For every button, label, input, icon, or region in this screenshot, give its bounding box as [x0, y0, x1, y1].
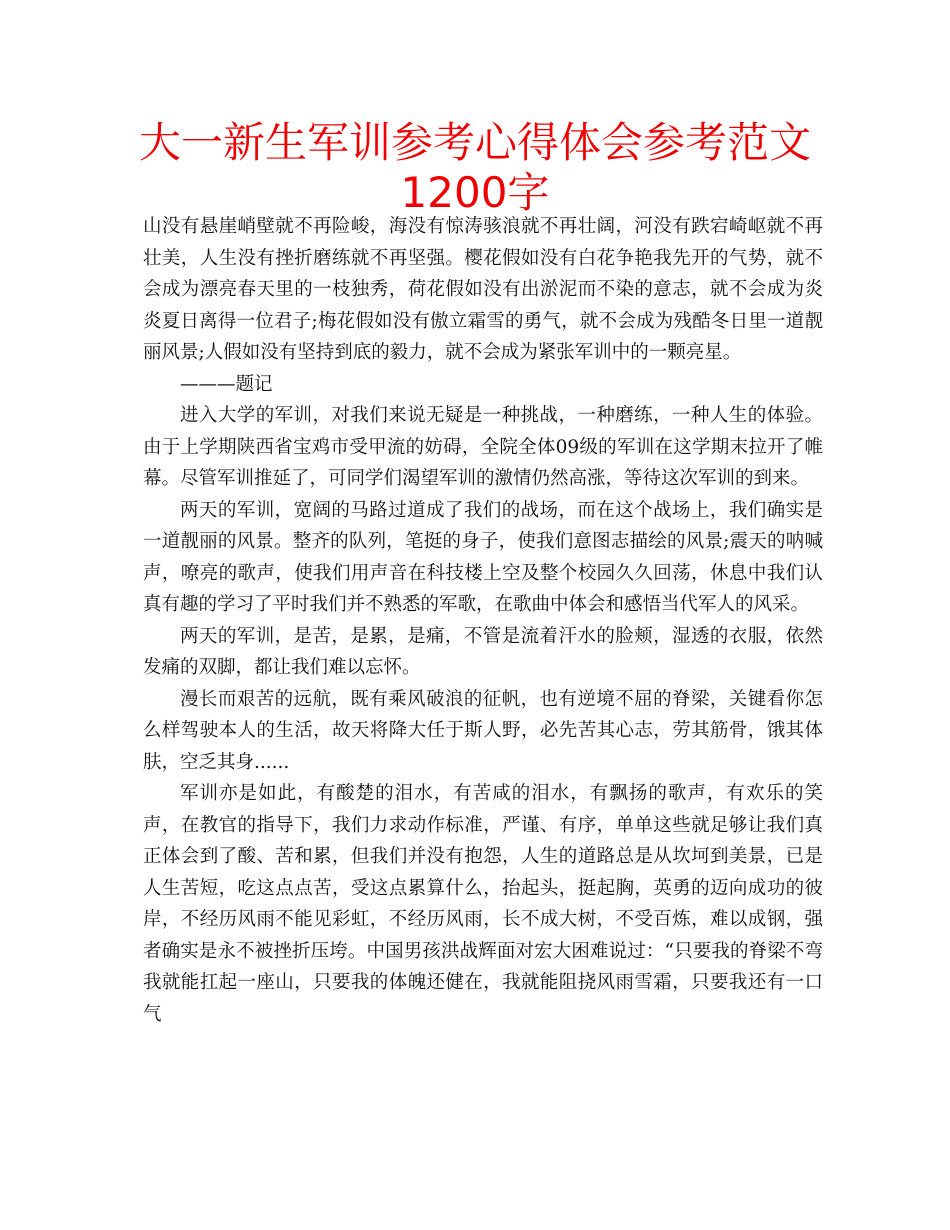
paragraph-epigraph: 山没有悬崖峭壁就不再险峻，海没有惊涛骇浪就不再壮阔，河没有跌宕崎岖就不再壮美，人生没有挫折磨练就不再坚强。樱花假如没有白花争艳我先开的气势，就不会成为漂亮春天里的一枝独秀，荷花假如没有出淤泥而不染的意志，就不会成为炎炎夏日离得一位君子;梅花假如没有傲立霜雪的勇气，就不会成为残酷冬日里一道靓丽风景;人假如没有坚持到底的毅力，就不会成为紧张军训中的一颗亮星。: [143, 216, 823, 363]
paragraph: 漫长而艰苦的远航，既有乘风破浪的征帆，也有逆境不屈的脊梁，关键看你怎么样驾驶本人的生活，故天将降大任于斯人野，必先苦其心志，劳其筋骨，饿其体肤，空乏其身......: [143, 688, 823, 773]
paragraph: 军训亦是如此，有酸楚的泪水，有苦咸的泪水，有飘扬的歌声，有欢乐的笑声，在教官的指导下，我们力求动作标准，严谨、有序，单单这些就足够让我们真正体会到了酸、苦和累，但我们并没有抱怨，人生的道路总是从坎坷到美景，已是人生苦短，吃这点点苦，受这点累算什么，抬起头，挺起胸，英勇的迈向成功的彼岸，不经历风雨不能见彩虹，不经历风雨，长不成大树，不受百炼，难以成钢，强者确实是永不被挫折压垮。中国男孩洪战辉面对宏大困难说过：“只要我的脊梁不弯我就能扛起一座山，只要我的体魄还健在，我就能阻挠风雨雪霜，只要我还有一口气: [143, 783, 823, 1025]
paragraph: 进入大学的军训，对我们来说无疑是一种挑战，一种磨练，一种人生的体验。由于上学期陕西省宝鸡市受甲流的妨碍，全院全体09级的军训在这学期末拉开了帷幕。尽管军训推延了，可同学们渴望军训的激情仍然高涨，等待这次军训的到来。: [143, 405, 823, 489]
paragraph-epigraph-credit: ———题记: [180, 373, 273, 395]
paragraph: 两天的军训，宽阔的马路过道成了我们的战场，而在这个战场上，我们确实是一道靓丽的风景。整齐的队列，笔挺的身子，使我们意图志描绘的风景;震天的呐喊声，嘹亮的歌声，使我们用声音在科技楼上空及整个校园久久回荡，休息中我们认真有趣的学习了平时我们并不熟悉的军歌，在歌曲中体会和感悟当代军人的风采。: [143, 499, 823, 615]
document-body: [143, 211, 823, 1030]
paragraph: 两天的军训，是苦，是累，是痛，不管是流着汗水的脸颊，湿透的衣服，依然发痛的双脚，都让我们难以忘怀。: [143, 625, 823, 678]
page-title: 大一新生军训参考心得体会参考范文1200字: [138, 118, 811, 217]
